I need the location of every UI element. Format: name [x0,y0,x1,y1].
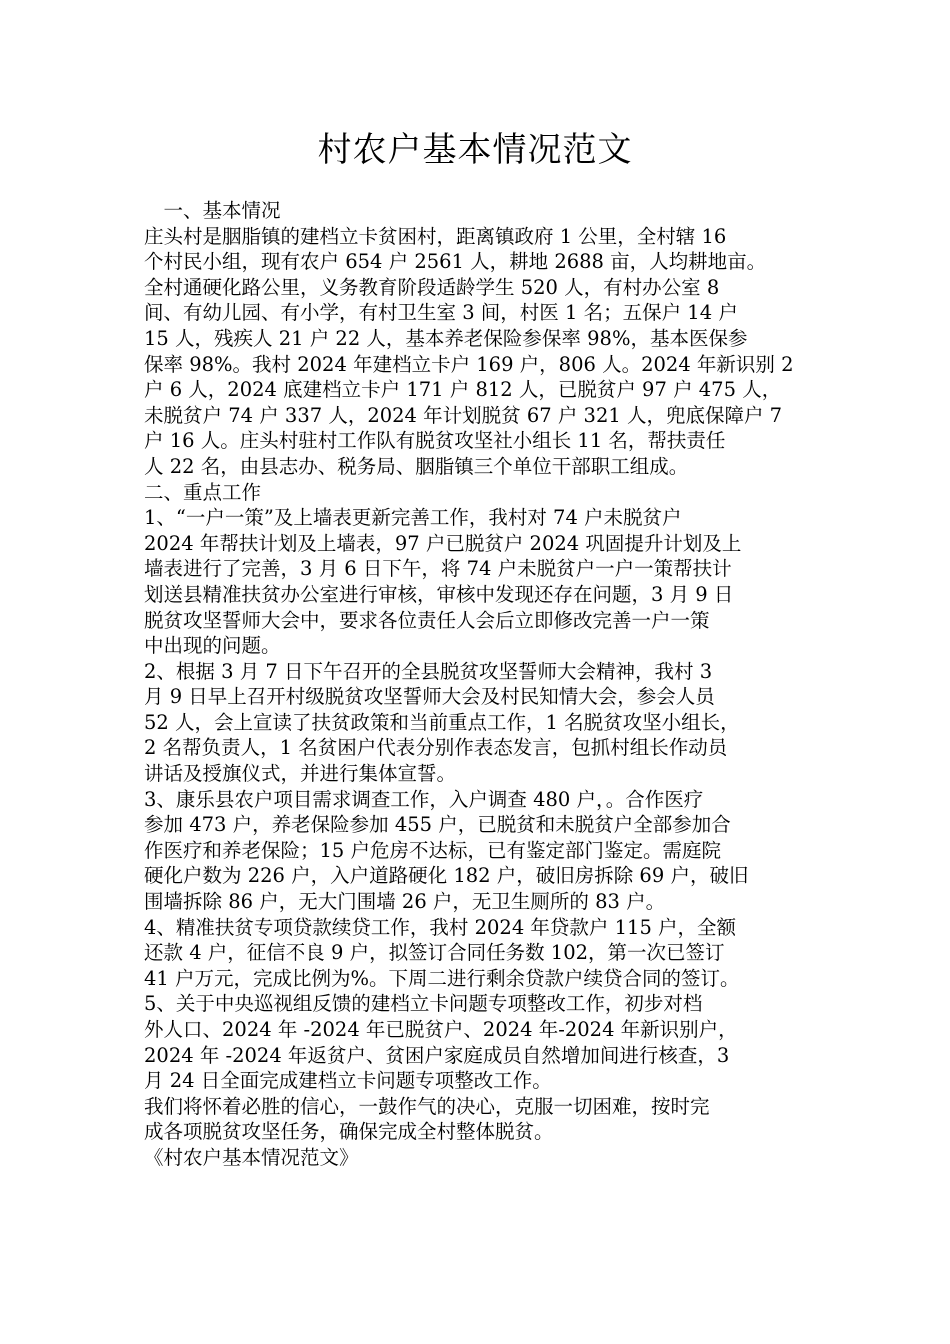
text-line: 间、有幼儿园、有小学，有村卫生室 3 间，村医 1 名；五保户 14 户 [144,301,738,325]
text-line: 中出现的问题。 [144,634,281,658]
text-line: 全村通硬化路公里，义务教育阶段适龄学生 520 人，有村办公室 8 [144,275,720,299]
text-line: 2024 年 -2024 年返贫户、贫困户家庭成员自然增加间进行核查，3 [144,1043,730,1067]
text-line: 讲话及授旗仪式，并进行集体宣誓。 [144,762,457,786]
text-line: 月 9 日早上召开村级脱贫攻坚誓师大会及村民知情大会，参会人员 [144,685,715,709]
text-line: 我们将怀着必胜的信心，一鼓作气的决心，克服一切困难，按时完 [144,1094,710,1118]
text-line: 2、根据 3 月 7 日下午召开的全县脱贫攻坚誓师大会精神，我村 3 [144,659,713,683]
text-line: 硬化户数为 226 户，入户道路硬化 182 户，破旧房拆除 69 户，破旧 [144,864,749,888]
text-line: 外人口、2024 年 -2024 年已脱贫户、2024 年-2024 年新识别户， [144,1018,738,1041]
text-line: 52 人，会上宣读了扶贫政策和当前重点工作，1 名脱贫攻坚小组长， [144,710,740,734]
text-line: 2024 年帮扶计划及上墙表，97 户已脱贫户 2024 巩固提升计划及上 [144,531,742,555]
text-line: 个村民小组，现有农户 654 户 2561 人，耕地 2688 亩，人均耕地亩。 [144,250,767,274]
text-line: 5、关于中央巡视组反馈的建档立卡问题专项整改工作，初步对档 [144,992,703,1016]
text-line: 保率 98%。我村 2024 年建档立卡户 169 户，806 人。2024 年新识别 2 [144,352,794,376]
text-line: 还款 4 户，征信不良 9 户，拟签订合同任务数 102，第一次已签订 [144,941,725,965]
heading-key-work: 二、重点工作 [144,480,262,504]
text-line: 参加 473 户，养老保险参加 455 户，已脱贫和未脱贫户全部参加合 [144,813,731,837]
text-line: 15 人，残疾人 21 户 22 人，基本养老保险参保率 98%，基本医保参 [144,326,748,350]
text-line: 未脱贫户 74 户 337 人，2024 年计划脱贫 67 户 321 人，兜底保障户 7 [144,403,783,427]
text-line: 2 名帮负责人，1 名贫困户代表分别作表态发言，包抓村组长作动员 [144,736,728,760]
text-line: 月 24 日全面完成建档立卡问题专项整改工作。 [144,1069,552,1093]
text-line: 户 16 人。庄头村驻村工作队有脱贫攻坚社小组长 11 名，帮扶责任 [144,429,726,453]
text-line: 墙表进行了完善，3 月 6 日下午，将 74 户未脱贫户一户一策帮扶计 [144,557,732,581]
text-line: 人 22 名，由县志办、税务局、胭脂镇三个单位干部职工组成。 [144,454,689,478]
text-line: 1、“一户一策”及上墙表更新完善工作，我村对 74 户未脱贫户 [144,506,682,530]
document-footer-title: 《村农户基本情况范文》 [144,1145,359,1169]
heading-basic-situation: 一、基本情况 [144,199,281,222]
text-line: 围墙拆除 86 户，无大门围墙 26 户，无卫生厕所的 83 户。 [144,890,666,914]
document-title: 村农户基本情况范文 [317,130,633,170]
text-line: 户 6 人，2024 底建档立卡户 171 户 812 人，已脱贫户 97 户 475 人， [144,378,782,402]
text-line: 划送县精准扶贫办公室进行审核，审核中发现还存在问题，3 月 9 日 [144,582,734,606]
text-line: 作医疗和养老保险；15 户危房不达标，已有鉴定部门鉴定。需庭院 [144,838,722,862]
text-line: 3、康乐县农户项目需求调查工作，入户调查 480 户，。合作医疗 [144,787,704,811]
text-line: 庄头村是胭脂镇的建档立卡贫困村，距离镇政府 1 公里，全村辖 16 [144,224,727,248]
text-line: 4、精准扶贫专项贷款续贷工作，我村 2024 年贷款户 115 户，全额 [144,915,737,939]
text-line: 脱贫攻坚誓师大会中，要求各位责任人会后立即修改完善一户一策 [144,608,710,632]
text-line: 41 户万元，完成比例为%。下周二进行剩余贷款户续贷合同的签订。 [144,966,740,990]
document-body [144,198,830,1171]
text-line: 成各项脱贫攻坚任务，确保完成全村整体脱贫。 [144,1120,554,1144]
